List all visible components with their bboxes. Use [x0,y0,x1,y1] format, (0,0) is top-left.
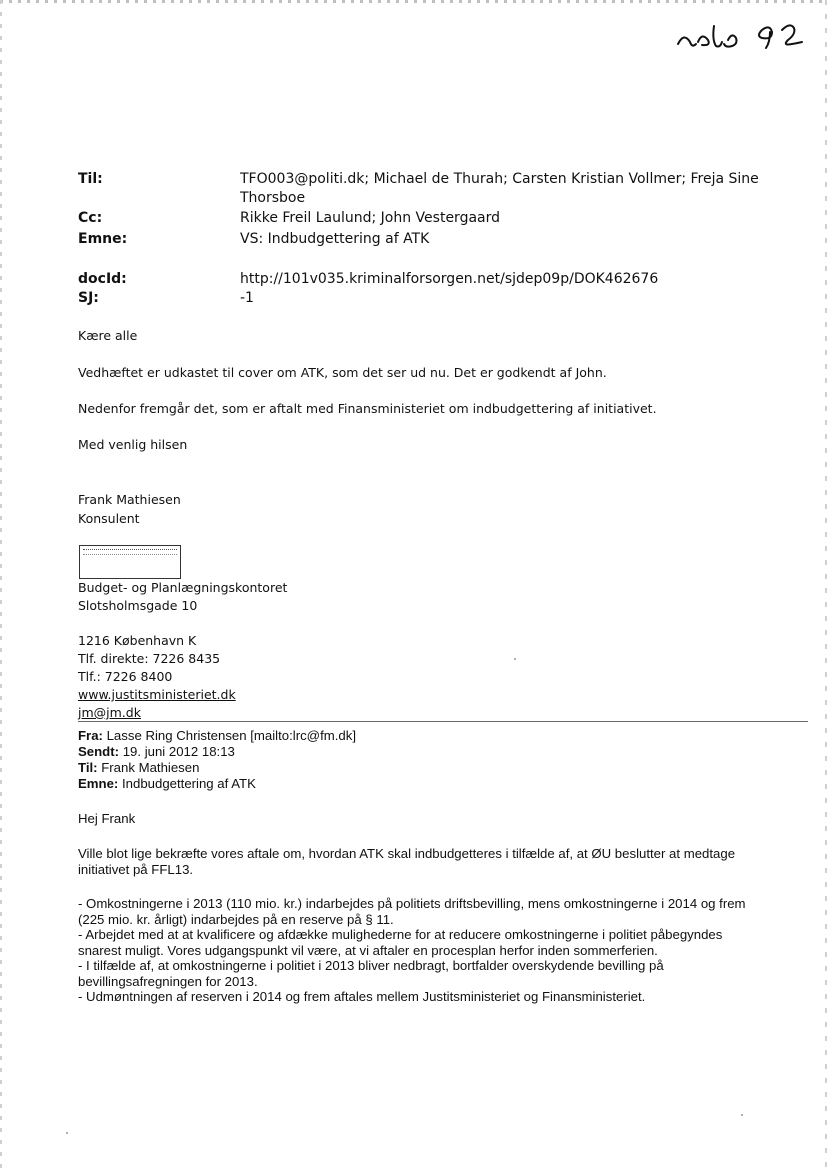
subject-label: Emne: [78,231,128,247]
signature-title: Konsulent [78,511,140,526]
signature-phone-direct: Tlf. direkte: 7226 8435 [78,651,221,666]
email-header [0,0,827,320]
scan-speck [741,1114,743,1116]
docid-label: docId: [78,271,127,287]
signature-city: 1216 København K [78,633,197,648]
forwarded-from [78,728,778,744]
subject-value: VS: Indbudgettering af ATK [240,231,430,247]
to-label: Til: [78,171,103,187]
message-paragraph-1: Vedhæftet er udkastet til cover om ATK, som det ser ud nu. Det er godkendt af John. [78,365,607,380]
forwarded-to-label: Til: [78,760,98,775]
forwarded-subject [78,776,778,792]
to-value: TFO003@politi.dk; Michael de Thurah; Carsten Kristian Vollmer; Freja Sine Thorsboe [240,171,759,206]
signature-email-link[interactable]: jm@jm.dk [78,705,141,720]
forwarded-bullet-3: - I tilfælde af, at omkostningerne i politiet i 2013 bliver nedbragt, bortfalder overskydende bevilling på bevillingsafregningen for 2013. [78,958,664,989]
message-closing: Med venlig hilsen [78,437,188,452]
forwarded-greeting: Hej Frank [78,811,136,826]
signature-website-link[interactable]: www.justitsministeriet.dk [78,687,236,702]
forwarded-bullet-4: - Udmøntningen af reserven i 2014 og frem aftales mellem Justitsministeriet og Finansministeriet. [78,989,646,1004]
forwarded-bullet-1: - Omkostningerne i 2013 (110 mio. kr.) indarbejdes på politiets driftsbevilling, mens omkostningerne i 2014 og frem (225 mio. kr. årligt) indarbejdes på en reserve på § 11. [78,896,746,927]
scan-speck [514,658,516,660]
cc-label: Cc: [78,210,103,226]
forwarded-subject-label: Emne: [78,776,119,791]
forwarded-sent-label: Sendt: [78,744,120,759]
signature-phone: Tlf.: 7226 8400 [78,669,173,684]
cc-value: Rikke Freil Laulund; John Vestergaard [240,210,501,226]
forwarded-from-value: Lasse Ring Christensen [mailto:lrc@fm.dk] [106,728,356,743]
forwarded-from-label: Fra: [78,728,103,743]
docid-value: http://101v035.kriminalforsorgen.net/sjdep09p/DOK462676 [240,271,659,287]
sj-value: -1 [240,290,254,306]
forwarded-sent [78,744,778,760]
logo-placeholder-image [79,545,181,579]
forward-divider [78,721,808,722]
forwarded-to [78,760,778,776]
forwarded-to-value: Frank Mathiesen [101,760,200,775]
signature-name: Frank Mathiesen [78,492,181,507]
forwarded-bullet-2: - Arbejdet med at at kvalificere og afdække mulighederne for at reducere omkostningerne i politiet påbegyndes snarest muligt. Vores udgangspunkt vil være, at vi aftaler en procesplan herfor inden sommerferien. [78,927,723,958]
signature-office: Budget- og Planlægningskontoret [78,580,288,595]
message-greeting: Kære alle [78,328,138,343]
message-paragraph-2: Nedenfor fremgår det, som er aftalt med Finansministeriet om indbudgettering af initiativet. [78,401,657,416]
sj-label: SJ: [78,290,99,306]
logo-placeholder-lines [83,549,177,555]
forwarded-subject-value: Indbudgettering af ATK [121,776,256,791]
signature-street: Slotsholmsgade 10 [78,598,198,613]
scan-speck [66,1132,68,1134]
forwarded-paragraph-1: Ville blot lige bekræfte vores aftale om, hvordan ATK skal indbudgetteres i tilfælde af, at ØU beslutter at medtage initiativet på FFL13. [78,846,736,877]
forwarded-sent-value: 19. juni 2012 18:13 [122,744,235,759]
